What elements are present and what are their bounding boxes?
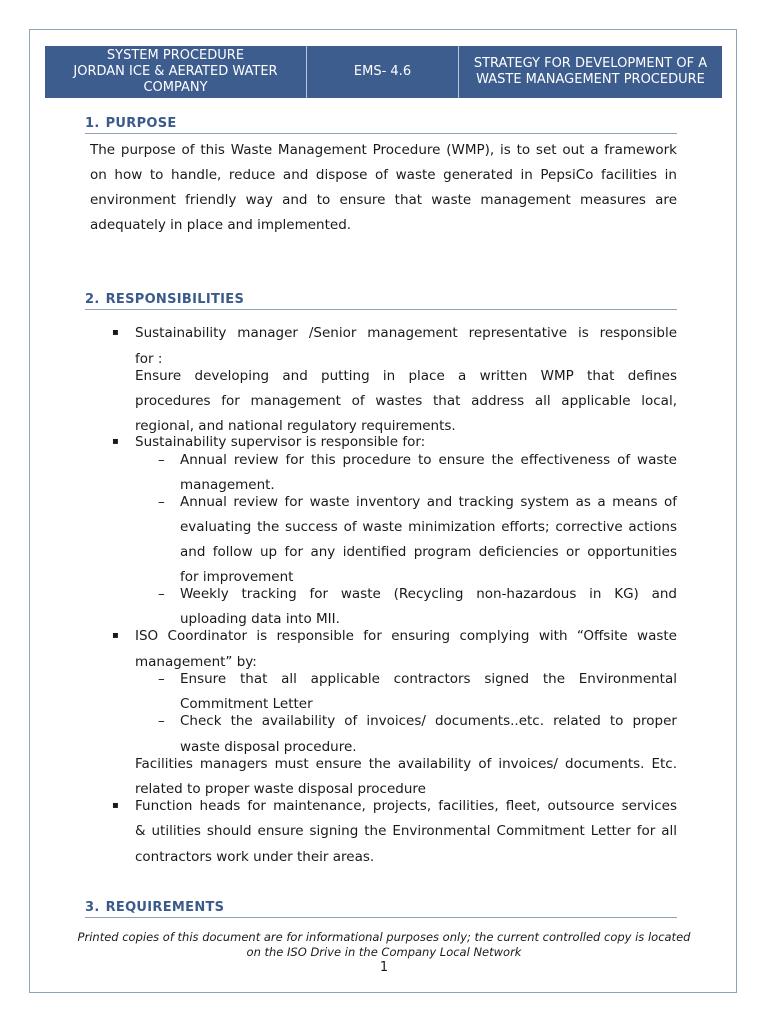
footer-note xyxy=(60,930,708,960)
header-code: EMS- 4.6 xyxy=(353,64,412,79)
page-number: 1 xyxy=(379,960,389,975)
resp-b3-sub-line: Check the availability of invoices/ documents..etc. related to proper xyxy=(180,713,677,729)
resp-b3-sub-line: Commitment Letter xyxy=(180,696,313,712)
resp-b2-sub-line: Weekly tracking for waste (Recycling non-hazardous in KG) and xyxy=(180,586,677,602)
purpose-line: The purpose of this Waste Management Procedure (WMP), is to set out a framework xyxy=(90,142,677,158)
footer-note-line1: Printed copies of this document are for informational purposes only; the current controlled copy is located xyxy=(77,930,691,944)
section-requirements-heading xyxy=(85,900,677,918)
resp-b4-line: & utilities should ensure signing the Environmental Commitment Letter for all xyxy=(135,823,677,839)
section-purpose-heading xyxy=(85,116,677,134)
header-title-cell xyxy=(459,46,722,98)
purpose-paragraph xyxy=(90,138,677,238)
purpose-line: on how to handle, reduce and dispose of waste generated in PepsiCo facilities in xyxy=(90,167,677,183)
section-responsibilities-title: RESPONSIBILITIES xyxy=(105,292,245,307)
resp-b3-sub-line: Ensure that all applicable contractors signed the Environmental xyxy=(180,671,677,687)
resp-b2-sub-line: uploading data into MII. xyxy=(180,611,340,627)
resp-b2-sub-line: evaluating the success of waste minimization efforts; corrective actions xyxy=(180,519,677,535)
document-header xyxy=(45,46,722,98)
resp-b1-line: for : xyxy=(135,351,163,367)
dash-icon: – xyxy=(158,452,165,468)
resp-b3-sub-line: waste disposal procedure. xyxy=(180,739,357,755)
resp-b2-line: Sustainability supervisor is responsible for: xyxy=(135,434,426,450)
resp-b3-line: ISO Coordinator is responsible for ensuring complying with “Offsite waste xyxy=(135,628,677,644)
dash-icon: – xyxy=(158,713,165,729)
header-company-cell xyxy=(45,46,307,98)
resp-b4-line: contractors work under their areas. xyxy=(135,849,375,865)
header-title-line2: WASTE MANAGEMENT PROCEDURE xyxy=(476,72,705,87)
dash-icon: – xyxy=(158,671,165,687)
resp-b3-line: related to proper waste disposal procedure xyxy=(135,781,426,797)
resp-b2-sub-line: and follow up for any identified program deficiencies or opportunities xyxy=(180,544,677,560)
section-requirements-title: REQUIREMENTS xyxy=(105,900,225,915)
resp-b1-line: Ensure developing and putting in place a written WMP that defines xyxy=(135,368,677,384)
resp-b2-sub-line: for improvement xyxy=(180,569,294,585)
bullet-icon: ▪ xyxy=(112,800,119,811)
resp-b4-line: Function heads for maintenance, projects, facilities, fleet, outsource services xyxy=(135,798,677,814)
section-responsibilities-heading xyxy=(85,292,677,310)
header-code-cell xyxy=(307,46,459,98)
dash-icon: – xyxy=(158,586,165,602)
resp-b2-sub-line: Annual review for this procedure to ensure the effectiveness of waste xyxy=(180,452,677,468)
section-responsibilities-number: 2. xyxy=(85,292,100,307)
bullet-icon: ▪ xyxy=(112,327,119,338)
header-company-line3: COMPANY xyxy=(143,80,208,95)
resp-b2-sub-line: management. xyxy=(180,477,275,493)
resp-b2-sub-line: Annual review for waste inventory and tracking system as a means of xyxy=(180,494,677,510)
header-title-line1: STRATEGY FOR DEVELOPMENT OF A xyxy=(473,56,708,71)
resp-b3-line: management” by: xyxy=(135,654,257,670)
section-purpose-number: 1. xyxy=(85,116,100,131)
purpose-line: adequately in place and implemented. xyxy=(90,217,352,233)
section-purpose-title: PURPOSE xyxy=(105,116,177,131)
bullet-icon: ▪ xyxy=(112,436,119,447)
resp-b1-line: procedures for management of wastes that address all applicable local, xyxy=(135,393,677,409)
footer-note-line2: on the ISO Drive in the Company Local Network xyxy=(246,945,522,959)
bullet-icon: ▪ xyxy=(112,630,119,641)
resp-b3-line: Facilities managers must ensure the availability of invoices/ documents. Etc. xyxy=(135,756,677,772)
header-company-line2: JORDAN ICE & AERATED WATER xyxy=(73,64,278,79)
dash-icon: – xyxy=(158,494,165,510)
resp-b1-line: Sustainability manager /Senior management representative is responsible xyxy=(135,325,677,341)
section-requirements-number: 3. xyxy=(85,900,100,915)
header-company-line1: SYSTEM PROCEDURE xyxy=(106,48,245,63)
purpose-line: environment friendly way and to ensure that waste management measures are xyxy=(90,192,677,208)
resp-b1-line: regional, and national regulatory requirements. xyxy=(135,418,456,434)
